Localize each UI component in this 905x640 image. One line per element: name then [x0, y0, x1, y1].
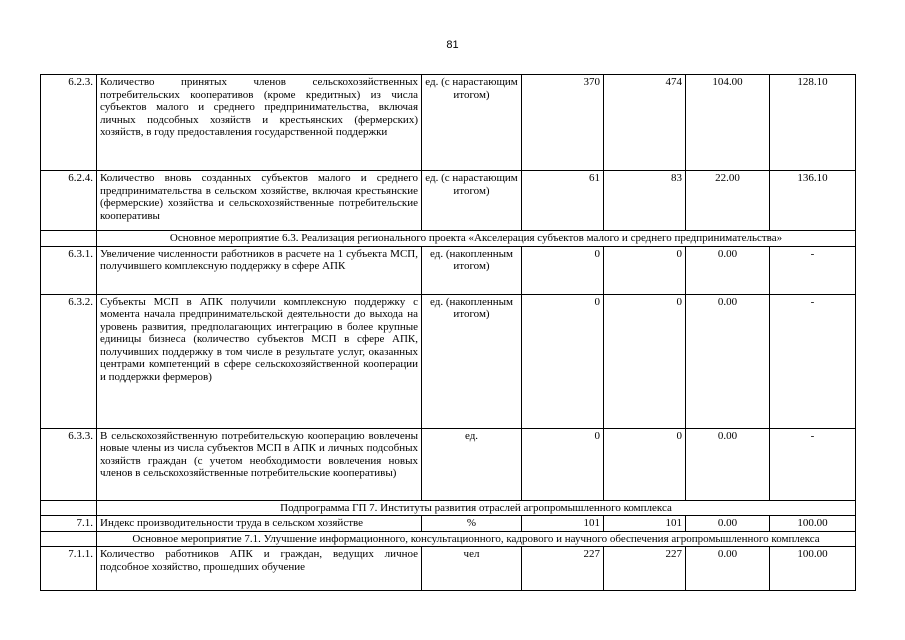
value-cell: 101: [604, 516, 686, 532]
indicator-text: Увеличение численности работников в расчете на 1 субъекта МСП, получившего комплексную поддержку в сфере АПК: [97, 246, 422, 294]
table-row: [41, 428, 856, 500]
table-row: [41, 547, 856, 591]
value-cell: 474: [604, 75, 686, 171]
indicator-text: Количество работников АПК и граждан, ведущих личное подсобное хозяйство, прошедших обучение: [97, 547, 422, 591]
indicator-text: Количество вновь созданных субъектов малого и среднего предпринимательства в сельском хозяйстве, включая крестьянские (фермерские) хозяйства и сельскохозяйственные потребительские кооперативы: [97, 171, 422, 231]
percent-cell: -: [770, 294, 856, 428]
row-number: 7.1.: [41, 516, 97, 532]
row-number: 6.3.3.: [41, 428, 97, 500]
percent-cell: 100.00: [770, 547, 856, 591]
section-row: [41, 500, 856, 516]
row-number: 6.3.2.: [41, 294, 97, 428]
unit-cell: ед. (с нарастающим итогом): [422, 171, 522, 231]
row-number: 6.3.1.: [41, 246, 97, 294]
percent-cell: -: [770, 428, 856, 500]
deviation-cell: 104.00: [686, 75, 770, 171]
deviation-cell: 22.00: [686, 171, 770, 231]
section-row: [41, 231, 856, 247]
section-row: [41, 531, 856, 547]
table-row: [41, 246, 856, 294]
value-cell: 0: [604, 246, 686, 294]
percent-cell: 100.00: [770, 516, 856, 532]
deviation-cell: 0.00: [686, 294, 770, 428]
section-empty-cell: [41, 500, 97, 516]
unit-cell: ед. (накопленным итогом): [422, 246, 522, 294]
table-row: [41, 294, 856, 428]
percent-cell: 136.10: [770, 171, 856, 231]
indicator-text: В сельскохозяйственную потребительскую кооперацию вовлечены новые члены из числа субъектов МСП в АПК и личных подсобных хозяйств граждан (с учетом необходимости вовлечения новых членов в сельскохозяйственные потребительские кооперативы): [97, 428, 422, 500]
unit-cell: чел: [422, 547, 522, 591]
section-empty-cell: [41, 531, 97, 547]
value-cell: 61: [522, 171, 604, 231]
value-cell: 0: [522, 294, 604, 428]
percent-cell: -: [770, 246, 856, 294]
unit-cell: %: [422, 516, 522, 532]
value-cell: 0: [604, 294, 686, 428]
indicator-text: Индекс производительности труда в сельском хозяйстве: [97, 516, 422, 532]
value-cell: 0: [522, 428, 604, 500]
value-cell: 227: [522, 547, 604, 591]
indicator-text: Субъекты МСП в АПК получили комплексную поддержку с момента начала предпринимательской деятельности до выхода на уровень развития, предполагающих интеграцию в более крупные единицы бизнеса (количество субъектов МСП в сфере АПК, получивших поддержку в том числе в результате услуг, оказанных центрами компетенций в сфере сельскохозяйственной кооперации и поддержки фермеров): [97, 294, 422, 428]
row-number: 7.1.1.: [41, 547, 97, 591]
unit-cell: ед. (накопленным итогом): [422, 294, 522, 428]
row-number: 6.2.4.: [41, 171, 97, 231]
indicators-table: [40, 74, 856, 591]
unit-cell: ед.: [422, 428, 522, 500]
table-row: [41, 75, 856, 171]
section-title: Подпрограмма ГП 7. Институты развития отраслей агропромышленного комплекса: [97, 500, 856, 516]
row-number: 6.2.3.: [41, 75, 97, 171]
percent-cell: 128.10: [770, 75, 856, 171]
value-cell: 227: [604, 547, 686, 591]
section-title: Основное мероприятие 7.1. Улучшение информационного, консультационного, кадрового и научного обеспечения агропромышленного комплекса: [97, 531, 856, 547]
table-row: [41, 516, 856, 532]
table-row: [41, 171, 856, 231]
value-cell: 101: [522, 516, 604, 532]
indicator-text: Количество принятых членов сельскохозяйственных потребительских кооперативов (кроме кредитных) из числа субъектов малого и среднего предпринимательства, включая личных подсобных хозяйств и крестьянских (фермерских) хозяйств, в году предоставления государственной поддержки: [97, 75, 422, 171]
section-title: Основное мероприятие 6.3. Реализация регионального проекта «Акселерация субъектов малого и среднего предпринимательства»: [97, 231, 856, 247]
deviation-cell: 0.00: [686, 516, 770, 532]
value-cell: 83: [604, 171, 686, 231]
unit-cell: ед. (с нарастающим итогом): [422, 75, 522, 171]
deviation-cell: 0.00: [686, 428, 770, 500]
value-cell: 0: [604, 428, 686, 500]
value-cell: 0: [522, 246, 604, 294]
section-empty-cell: [41, 231, 97, 247]
value-cell: 370: [522, 75, 604, 171]
deviation-cell: 0.00: [686, 547, 770, 591]
deviation-cell: 0.00: [686, 246, 770, 294]
page-number: 81: [446, 39, 459, 51]
